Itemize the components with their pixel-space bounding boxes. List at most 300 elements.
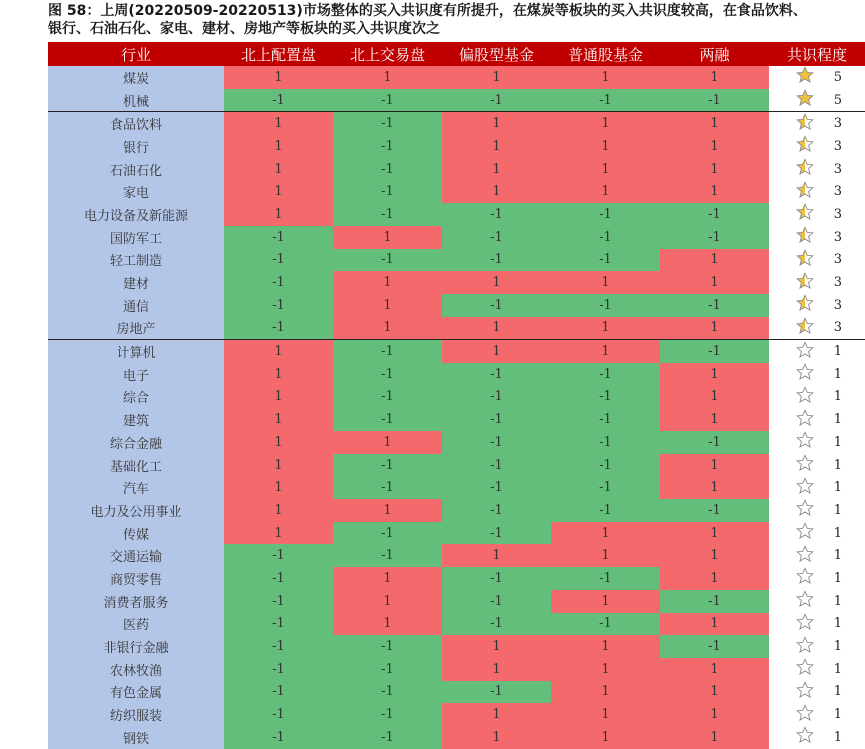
signal-cell: 1 bbox=[224, 135, 333, 158]
signal-cell: -1 bbox=[551, 454, 660, 477]
consensus-table bbox=[48, 42, 865, 749]
table-row bbox=[48, 408, 865, 431]
signal-cell: 1 bbox=[224, 386, 333, 409]
signal-cell: 1 bbox=[551, 180, 660, 203]
signal-cell: -1 bbox=[333, 249, 442, 272]
signal-cell: -1 bbox=[333, 203, 442, 226]
signal-cell: -1 bbox=[224, 703, 333, 726]
consensus-cell bbox=[769, 249, 865, 272]
signal-cell: -1 bbox=[551, 89, 660, 112]
signal-cell: 1 bbox=[442, 135, 551, 158]
signal-cell: -1 bbox=[333, 703, 442, 726]
signal-cell: -1 bbox=[442, 249, 551, 272]
signal-cell: 1 bbox=[551, 66, 660, 89]
signal-cell: 1 bbox=[660, 658, 769, 681]
signal-cell: 1 bbox=[551, 340, 660, 363]
chart-title-line-2: 银行、石油石化、家电、建材、房地产等板块的买入共识度次之 bbox=[48, 21, 440, 37]
industry-cell: 建材 bbox=[48, 271, 224, 294]
star-icon bbox=[796, 590, 814, 608]
signal-cell: -1 bbox=[660, 590, 769, 613]
signal-cell: -1 bbox=[333, 180, 442, 203]
signal-cell: -1 bbox=[333, 408, 442, 431]
consensus-cell bbox=[769, 726, 865, 749]
star-icon bbox=[796, 249, 814, 267]
signal-cell: 1 bbox=[224, 522, 333, 545]
star-icon bbox=[796, 726, 814, 744]
industry-cell: 国防军工 bbox=[48, 226, 224, 249]
signal-cell: 1 bbox=[333, 499, 442, 522]
table-row bbox=[48, 66, 865, 89]
signal-cell: 1 bbox=[442, 112, 551, 135]
signal-cell: 1 bbox=[333, 431, 442, 454]
signal-cell: 1 bbox=[551, 135, 660, 158]
star-icon bbox=[796, 226, 814, 244]
signal-cell: 1 bbox=[551, 112, 660, 135]
star-icon bbox=[796, 658, 814, 676]
star-icon bbox=[796, 704, 814, 722]
consensus-cell bbox=[769, 499, 865, 522]
table-row bbox=[48, 249, 865, 272]
signal-cell: -1 bbox=[224, 249, 333, 272]
signal-cell: -1 bbox=[660, 89, 769, 112]
signal-cell: 1 bbox=[442, 544, 551, 567]
table-row bbox=[48, 112, 865, 135]
signal-cell: -1 bbox=[442, 386, 551, 409]
consensus-cell bbox=[769, 408, 865, 431]
industry-cell: 交通运输 bbox=[48, 544, 224, 567]
table-row bbox=[48, 386, 865, 409]
signal-cell: -1 bbox=[333, 135, 442, 158]
consensus-cell bbox=[769, 66, 865, 89]
signal-cell: 1 bbox=[660, 386, 769, 409]
star-icon bbox=[796, 135, 814, 153]
consensus-value: 3 bbox=[833, 184, 842, 200]
table-row bbox=[48, 681, 865, 704]
signal-cell: -1 bbox=[224, 590, 333, 613]
signal-cell: 1 bbox=[660, 180, 769, 203]
consensus-value: 1 bbox=[833, 729, 842, 745]
table-row bbox=[48, 613, 865, 636]
signal-cell: -1 bbox=[551, 226, 660, 249]
signal-cell: -1 bbox=[660, 635, 769, 658]
signal-cell: -1 bbox=[551, 431, 660, 454]
star-icon bbox=[796, 158, 814, 176]
signal-cell: -1 bbox=[551, 408, 660, 431]
consensus-value: 5 bbox=[833, 92, 842, 108]
signal-cell: -1 bbox=[224, 567, 333, 590]
star-icon bbox=[796, 522, 814, 540]
table-row bbox=[48, 499, 865, 522]
signal-cell: -1 bbox=[333, 340, 442, 363]
signal-cell: -1 bbox=[333, 658, 442, 681]
industry-cell: 家电 bbox=[48, 180, 224, 203]
signal-cell: -1 bbox=[224, 544, 333, 567]
consensus-value: 3 bbox=[833, 320, 842, 336]
consensus-cell bbox=[769, 158, 865, 181]
table-row bbox=[48, 203, 865, 226]
signal-cell: 1 bbox=[333, 294, 442, 317]
industry-cell: 纺织服装 bbox=[48, 703, 224, 726]
signal-cell: 1 bbox=[551, 635, 660, 658]
signal-cell: 1 bbox=[660, 522, 769, 545]
signal-cell: 1 bbox=[551, 158, 660, 181]
industry-cell: 钢铁 bbox=[48, 726, 224, 749]
industry-cell: 基础化工 bbox=[48, 454, 224, 477]
signal-cell: -1 bbox=[551, 363, 660, 386]
signal-cell: -1 bbox=[442, 294, 551, 317]
table-row bbox=[48, 658, 865, 681]
star-icon bbox=[796, 545, 814, 563]
consensus-cell bbox=[769, 180, 865, 203]
signal-cell: 1 bbox=[660, 135, 769, 158]
table-row bbox=[48, 158, 865, 181]
consensus-cell bbox=[769, 203, 865, 226]
industry-cell: 建筑 bbox=[48, 408, 224, 431]
consensus-value: 1 bbox=[833, 570, 842, 586]
consensus-value: 1 bbox=[833, 389, 842, 405]
signal-cell: 1 bbox=[224, 112, 333, 135]
table-row bbox=[48, 635, 865, 658]
industry-cell: 机械 bbox=[48, 89, 224, 112]
consensus-cell bbox=[769, 112, 865, 135]
signal-cell: 1 bbox=[442, 317, 551, 340]
industry-cell: 石油石化 bbox=[48, 158, 224, 181]
signal-cell: -1 bbox=[442, 522, 551, 545]
header-row bbox=[48, 42, 865, 66]
star-icon bbox=[796, 636, 814, 654]
industry-cell: 房地产 bbox=[48, 317, 224, 340]
signal-cell: 1 bbox=[660, 112, 769, 135]
industry-cell: 传媒 bbox=[48, 522, 224, 545]
signal-cell: -1 bbox=[442, 567, 551, 590]
consensus-cell bbox=[769, 476, 865, 499]
consensus-value: 1 bbox=[833, 525, 842, 541]
signal-cell: -1 bbox=[660, 294, 769, 317]
consensus-value: 1 bbox=[833, 457, 842, 473]
signal-cell: -1 bbox=[333, 726, 442, 749]
consensus-cell bbox=[769, 703, 865, 726]
signal-cell: 1 bbox=[660, 408, 769, 431]
signal-cell: 1 bbox=[660, 317, 769, 340]
signal-cell: -1 bbox=[442, 431, 551, 454]
chart-title-line-1: 图 58：上周(20220509-20220513)市场整体的买入共识度有所提升，在煤炭等板块的买入共识度较高，在食品饮料、 bbox=[48, 3, 807, 19]
consensus-cell bbox=[769, 340, 865, 363]
consensus-value: 1 bbox=[833, 502, 842, 518]
column-header: 普通股基金 bbox=[551, 42, 660, 66]
table-row bbox=[48, 89, 865, 112]
industry-cell: 食品饮料 bbox=[48, 112, 224, 135]
table-body bbox=[48, 66, 865, 749]
signal-cell: 1 bbox=[442, 66, 551, 89]
signal-cell: 1 bbox=[660, 544, 769, 567]
signal-cell: -1 bbox=[660, 431, 769, 454]
signal-cell: -1 bbox=[333, 454, 442, 477]
signal-cell: -1 bbox=[224, 613, 333, 636]
consensus-value: 1 bbox=[833, 548, 842, 564]
industry-cell: 电子 bbox=[48, 363, 224, 386]
consensus-cell bbox=[769, 431, 865, 454]
signal-cell: 1 bbox=[442, 635, 551, 658]
signal-cell: 1 bbox=[224, 203, 333, 226]
signal-cell: -1 bbox=[333, 476, 442, 499]
consensus-cell bbox=[769, 386, 865, 409]
consensus-value: 3 bbox=[833, 116, 842, 132]
signal-cell: 1 bbox=[442, 703, 551, 726]
signal-cell: -1 bbox=[333, 363, 442, 386]
signal-cell: 1 bbox=[224, 340, 333, 363]
signal-cell: 1 bbox=[224, 180, 333, 203]
signal-cell: -1 bbox=[442, 613, 551, 636]
consensus-value: 1 bbox=[833, 593, 842, 609]
signal-cell: 1 bbox=[224, 66, 333, 89]
consensus-value: 1 bbox=[833, 684, 842, 700]
signal-cell: -1 bbox=[551, 249, 660, 272]
consensus-cell bbox=[769, 658, 865, 681]
table-row bbox=[48, 271, 865, 294]
signal-cell: -1 bbox=[442, 681, 551, 704]
consensus-cell bbox=[769, 635, 865, 658]
signal-cell: -1 bbox=[224, 726, 333, 749]
industry-cell: 银行 bbox=[48, 135, 224, 158]
signal-cell: -1 bbox=[333, 386, 442, 409]
consensus-value: 1 bbox=[833, 344, 842, 360]
signal-cell: -1 bbox=[333, 89, 442, 112]
column-header: 北上配置盘 bbox=[224, 42, 333, 66]
signal-cell: -1 bbox=[224, 681, 333, 704]
signal-cell: -1 bbox=[224, 294, 333, 317]
table-row bbox=[48, 180, 865, 203]
signal-cell: -1 bbox=[551, 567, 660, 590]
signal-cell: -1 bbox=[224, 317, 333, 340]
signal-cell: -1 bbox=[551, 203, 660, 226]
signal-cell: 1 bbox=[660, 66, 769, 89]
industry-cell: 电力设备及新能源 bbox=[48, 203, 224, 226]
table-row bbox=[48, 590, 865, 613]
consensus-cell bbox=[769, 522, 865, 545]
consensus-cell bbox=[769, 454, 865, 477]
signal-cell: -1 bbox=[442, 454, 551, 477]
signal-cell: 1 bbox=[224, 499, 333, 522]
consensus-cell bbox=[769, 544, 865, 567]
consensus-value: 3 bbox=[833, 206, 842, 222]
signal-cell: -1 bbox=[551, 476, 660, 499]
column-header: 北上交易盘 bbox=[333, 42, 442, 66]
table-row bbox=[48, 703, 865, 726]
signal-cell: -1 bbox=[442, 89, 551, 112]
table-row bbox=[48, 726, 865, 749]
signal-cell: 1 bbox=[224, 454, 333, 477]
consensus-value: 3 bbox=[833, 138, 842, 154]
industry-cell: 煤炭 bbox=[48, 66, 224, 89]
consensus-cell bbox=[769, 89, 865, 112]
signal-cell: 1 bbox=[333, 613, 442, 636]
consensus-cell bbox=[769, 135, 865, 158]
consensus-cell bbox=[769, 271, 865, 294]
consensus-value: 1 bbox=[833, 412, 842, 428]
signal-cell: 1 bbox=[660, 726, 769, 749]
signal-cell: -1 bbox=[224, 658, 333, 681]
signal-cell: 1 bbox=[224, 158, 333, 181]
signal-cell: -1 bbox=[660, 499, 769, 522]
signal-cell: 1 bbox=[333, 66, 442, 89]
column-header: 偏股型基金 bbox=[442, 42, 551, 66]
consensus-value: 3 bbox=[833, 161, 842, 177]
table-row bbox=[48, 522, 865, 545]
signal-cell: 1 bbox=[551, 590, 660, 613]
chart-title bbox=[48, 2, 863, 38]
consensus-cell bbox=[769, 294, 865, 317]
signal-cell: -1 bbox=[551, 294, 660, 317]
signal-cell: -1 bbox=[442, 499, 551, 522]
signal-cell: -1 bbox=[224, 226, 333, 249]
star-icon bbox=[796, 113, 814, 131]
consensus-value: 1 bbox=[833, 480, 842, 496]
consensus-cell bbox=[769, 363, 865, 386]
star-icon bbox=[796, 341, 814, 359]
signal-cell: 1 bbox=[333, 567, 442, 590]
star-icon bbox=[796, 203, 814, 221]
star-icon bbox=[796, 454, 814, 472]
signal-cell: 1 bbox=[333, 271, 442, 294]
signal-cell: -1 bbox=[660, 203, 769, 226]
consensus-cell bbox=[769, 613, 865, 636]
signal-cell: 1 bbox=[660, 567, 769, 590]
industry-cell: 综合金融 bbox=[48, 431, 224, 454]
table-row bbox=[48, 431, 865, 454]
signal-cell: 1 bbox=[660, 454, 769, 477]
consensus-value: 3 bbox=[833, 275, 842, 291]
signal-cell: 1 bbox=[224, 476, 333, 499]
column-header: 共识程度 bbox=[769, 42, 865, 66]
signal-cell: 1 bbox=[660, 363, 769, 386]
consensus-cell bbox=[769, 226, 865, 249]
signal-cell: -1 bbox=[224, 635, 333, 658]
industry-cell: 农林牧渔 bbox=[48, 658, 224, 681]
signal-cell: -1 bbox=[333, 544, 442, 567]
star-icon bbox=[796, 409, 814, 427]
industry-cell: 非银行金融 bbox=[48, 635, 224, 658]
consensus-cell bbox=[769, 590, 865, 613]
consensus-value: 1 bbox=[833, 366, 842, 382]
signal-cell: -1 bbox=[442, 408, 551, 431]
industry-cell: 计算机 bbox=[48, 340, 224, 363]
signal-cell: 1 bbox=[660, 271, 769, 294]
star-icon bbox=[796, 386, 814, 404]
signal-cell: 1 bbox=[660, 681, 769, 704]
signal-cell: 1 bbox=[551, 522, 660, 545]
signal-cell: 1 bbox=[660, 476, 769, 499]
signal-cell: -1 bbox=[442, 590, 551, 613]
signal-cell: 1 bbox=[551, 658, 660, 681]
consensus-value: 1 bbox=[833, 639, 842, 655]
signal-cell: 1 bbox=[551, 703, 660, 726]
industry-cell: 轻工制造 bbox=[48, 249, 224, 272]
signal-cell: 1 bbox=[551, 681, 660, 704]
table-row bbox=[48, 226, 865, 249]
signal-cell: 1 bbox=[333, 317, 442, 340]
table-row bbox=[48, 363, 865, 386]
signal-cell: 1 bbox=[442, 726, 551, 749]
industry-cell: 综合 bbox=[48, 386, 224, 409]
consensus-cell bbox=[769, 317, 865, 340]
signal-cell: -1 bbox=[224, 89, 333, 112]
signal-cell: -1 bbox=[442, 203, 551, 226]
signal-cell: 1 bbox=[442, 271, 551, 294]
signal-cell: 1 bbox=[660, 249, 769, 272]
consensus-value: 1 bbox=[833, 661, 842, 677]
signal-cell: 1 bbox=[660, 158, 769, 181]
industry-cell: 医药 bbox=[48, 613, 224, 636]
signal-cell: 1 bbox=[333, 226, 442, 249]
table-row bbox=[48, 294, 865, 317]
star-icon bbox=[796, 431, 814, 449]
signal-cell: -1 bbox=[551, 499, 660, 522]
signal-cell: 1 bbox=[224, 408, 333, 431]
signal-cell: -1 bbox=[442, 476, 551, 499]
signal-cell: 1 bbox=[660, 613, 769, 636]
signal-cell: -1 bbox=[660, 340, 769, 363]
signal-cell: -1 bbox=[224, 271, 333, 294]
table-row bbox=[48, 317, 865, 340]
consensus-value: 5 bbox=[833, 69, 842, 85]
signal-cell: 1 bbox=[442, 180, 551, 203]
consensus-value: 3 bbox=[833, 229, 842, 245]
signal-cell: 1 bbox=[660, 703, 769, 726]
consensus-value: 1 bbox=[833, 616, 842, 632]
signal-cell: 1 bbox=[551, 544, 660, 567]
consensus-value: 3 bbox=[833, 297, 842, 313]
signal-cell: -1 bbox=[333, 681, 442, 704]
consensus-value: 1 bbox=[833, 707, 842, 723]
star-icon bbox=[796, 567, 814, 585]
table-row bbox=[48, 454, 865, 477]
consensus-cell bbox=[769, 567, 865, 590]
star-icon bbox=[796, 681, 814, 699]
signal-cell: -1 bbox=[333, 522, 442, 545]
signal-cell: -1 bbox=[660, 226, 769, 249]
industry-cell: 通信 bbox=[48, 294, 224, 317]
consensus-value: 3 bbox=[833, 252, 842, 268]
industry-cell: 商贸零售 bbox=[48, 567, 224, 590]
star-icon bbox=[796, 181, 814, 199]
signal-cell: -1 bbox=[333, 158, 442, 181]
consensus-value: 1 bbox=[833, 434, 842, 450]
table-row bbox=[48, 476, 865, 499]
table-row bbox=[48, 567, 865, 590]
column-header: 两融 bbox=[660, 42, 769, 66]
star-icon bbox=[796, 477, 814, 495]
signal-cell: -1 bbox=[442, 363, 551, 386]
table-row bbox=[48, 135, 865, 158]
consensus-cell bbox=[769, 681, 865, 704]
star-icon bbox=[796, 272, 814, 290]
signal-cell: -1 bbox=[551, 613, 660, 636]
star-icon bbox=[796, 317, 814, 335]
star-icon bbox=[796, 499, 814, 517]
star-icon bbox=[796, 66, 814, 84]
industry-cell: 汽车 bbox=[48, 476, 224, 499]
column-header: 行业 bbox=[48, 42, 224, 66]
star-icon bbox=[796, 89, 814, 107]
signal-cell: -1 bbox=[333, 112, 442, 135]
table-row bbox=[48, 544, 865, 567]
table-row bbox=[48, 340, 865, 363]
signal-cell: 1 bbox=[442, 158, 551, 181]
signal-cell: 1 bbox=[224, 431, 333, 454]
signal-cell: -1 bbox=[442, 226, 551, 249]
signal-cell: 1 bbox=[551, 726, 660, 749]
signal-cell: 1 bbox=[224, 363, 333, 386]
